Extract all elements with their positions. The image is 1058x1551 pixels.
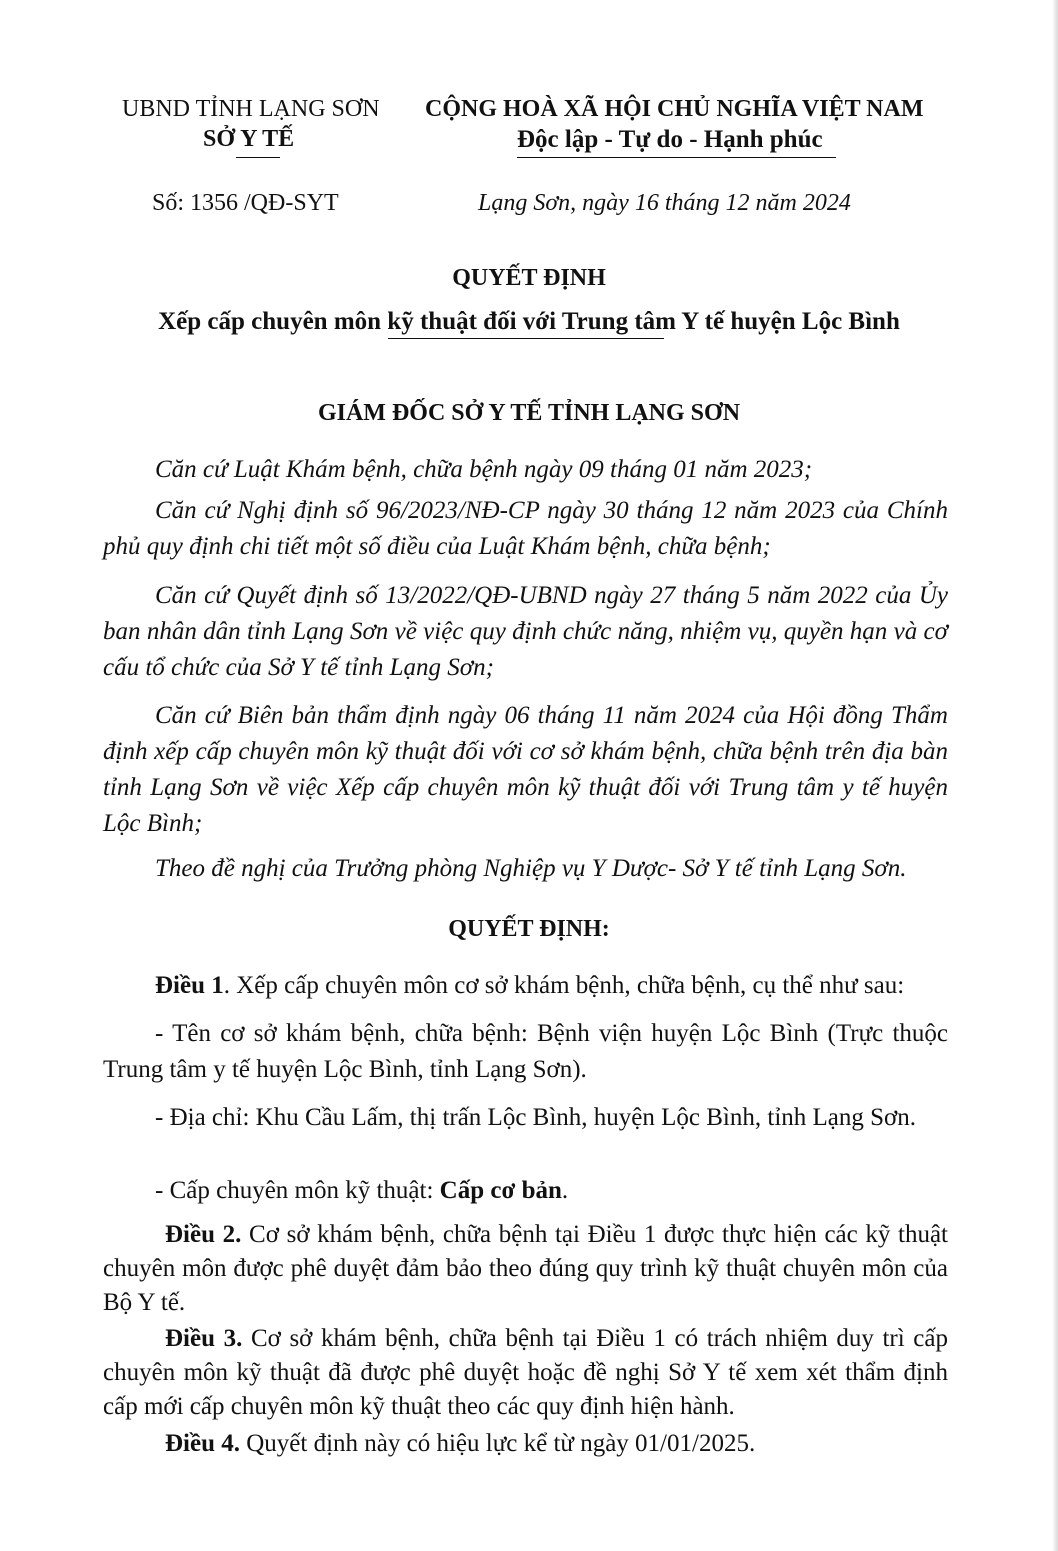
basis-provincial-decision: Căn cứ Quyết định số 13/2022/QĐ-UBND ngày 27 tháng 5 năm 2022 của Ủy ban nhân dân tỉnh Lạng Sơn về việc quy định chức năng, nhiệm vụ, quyền hạn và cơ cấu tổ chức của Sở Y tế tỉnh Lạng Sơn; bbox=[103, 582, 948, 681]
article-2-label: Điều 2. bbox=[165, 1221, 242, 1248]
article-2 bbox=[103, 1218, 948, 1320]
article-4-label: Điều 4. bbox=[165, 1430, 240, 1457]
article-1-text: . Xếp cấp chuyên môn cơ sở khám bệnh, chữa bệnh, cụ thể như sau: bbox=[223, 972, 905, 999]
article-1-address: - Địa chỉ: Khu Cầu Lấm, thị trấn Lộc Bình, huyện Lộc Bình, tỉnh Lạng Sơn. bbox=[155, 1104, 917, 1131]
place-date-day: 16 bbox=[634, 190, 659, 216]
motto-underline bbox=[517, 157, 836, 158]
article-3 bbox=[103, 1322, 948, 1424]
article-4-text: Quyết định này có hiệu lực kể từ ngày 01/01/2025. bbox=[240, 1430, 756, 1457]
article-3-text: Cơ sở khám bệnh, chữa bệnh tại Điều 1 có trách nhiệm duy trì cấp chuyên môn kỹ thuật đã được phê duyệt hoặc đề nghị Sở Y tế xem xét thẩm định cấp mới cấp chuyên môn kỹ thuật theo các quy định hiện hành. bbox=[103, 1325, 948, 1420]
issuing-authority: GIÁM ĐỐC SỞ Y TẾ TỈNH LẠNG SƠN bbox=[317, 400, 741, 426]
document-subject: Xếp cấp chuyên môn kỹ thuật đối với Trung tâm Y tế huyện Lộc Bình bbox=[158, 308, 900, 335]
article-1-level bbox=[103, 1173, 948, 1209]
article-1-level-label: - Cấp chuyên môn kỹ thuật: bbox=[155, 1177, 440, 1204]
subject-underline bbox=[388, 338, 664, 339]
document-number: Số: 1356 /QĐ-SYT bbox=[152, 190, 339, 216]
article-3-label: Điều 3. bbox=[165, 1325, 243, 1352]
document-type: QUYẾT ĐỊNH bbox=[452, 265, 606, 291]
article-1-level-value: Cấp cơ bản bbox=[439, 1177, 562, 1204]
article-1-label: Điều 1 bbox=[155, 972, 224, 999]
place-date bbox=[478, 190, 851, 217]
article-4 bbox=[103, 1426, 948, 1462]
agency-name: SỞ Y TẾ bbox=[203, 126, 295, 152]
motto: Độc lập - Tự do - Hạnh phúc bbox=[517, 126, 823, 153]
decision-heading: QUYẾT ĐỊNH: bbox=[448, 916, 610, 942]
article-1-level-end: . bbox=[561, 1177, 569, 1204]
basis-proposal: Theo đề nghị của Trưởng phòng Nghiệp vụ Y Dược- Sở Y tế tỉnh Lạng Sơn. bbox=[155, 855, 907, 882]
basis-decree: Căn cứ Nghị định số 96/2023/NĐ-CP ngày 30 tháng 12 năm 2023 của Chính phủ quy định chi tiết một số điều của Luật Khám bệnh, chữa bệnh; bbox=[103, 497, 948, 560]
article-1 bbox=[103, 968, 948, 1004]
place-date-suffix: tháng 12 năm 2024 bbox=[658, 190, 851, 216]
page-edge-shadow bbox=[1052, 0, 1058, 1551]
place-date-prefix: Lạng Sơn, ngày bbox=[478, 190, 635, 216]
agency-parent: UBND TỈNH LẠNG SƠN bbox=[122, 96, 380, 122]
agency-underline bbox=[236, 157, 280, 158]
basis-appraisal-minutes: Căn cứ Biên bản thẩm định ngày 06 tháng 11 năm 2024 của Hội đồng Thẩm định xếp cấp chuyên môn kỹ thuật đối với cơ sở khám bệnh, chữa bệnh trên địa bàn tỉnh Lạng Sơn về việc Xếp cấp chuyên môn kỹ thuật đối với Trung tâm y tế huyện Lộc Bình; bbox=[103, 702, 948, 837]
article-2-text: Cơ sở khám bệnh, chữa bệnh tại Điều 1 được thực hiện các kỹ thuật chuyên môn được phê duyệt đảm bảo theo đúng quy trình kỹ thuật chuyên môn của Bộ Y tế. bbox=[103, 1221, 949, 1316]
nation-name: CỘNG HOÀ XÃ HỘI CHỦ NGHĨA VIỆT NAM bbox=[425, 96, 924, 122]
basis-law: Căn cứ Luật Khám bệnh, chữa bệnh ngày 09 tháng 01 năm 2023; bbox=[155, 456, 813, 483]
article-1-facility-name: - Tên cơ sở khám bệnh, chữa bệnh: Bệnh viện huyện Lộc Bình (Trực thuộc Trung tâm y tế huyện Lộc Bình, tỉnh Lạng Sơn). bbox=[103, 1020, 948, 1083]
